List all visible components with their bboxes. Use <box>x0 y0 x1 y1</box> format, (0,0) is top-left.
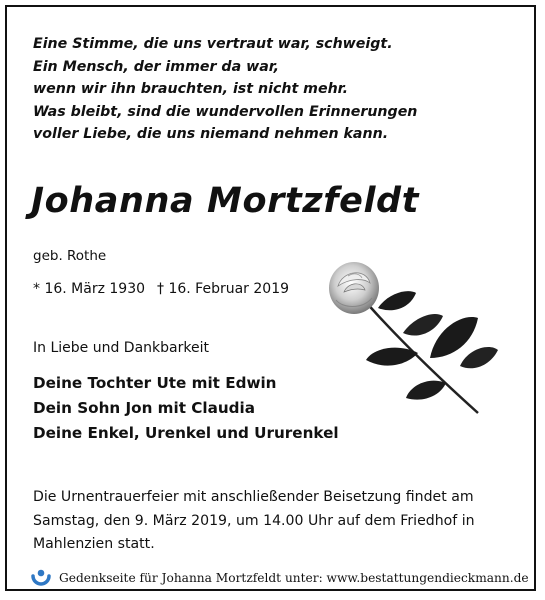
poem-line: wenn wir ihn brauchten, ist nicht mehr. <box>33 81 349 97</box>
rose-icon <box>318 248 513 418</box>
mourner-line: Deine Enkel, Urenkel und Ururenkel <box>33 424 339 442</box>
ceremony-line: Samstag, den 9. März 2019, um 14.00 Uhr auf dem Friedhof in <box>33 512 475 529</box>
birth-date: * 16. März 1930 <box>33 281 146 297</box>
death-date: † 16. Februar 2019 <box>157 281 290 297</box>
memorial-logo-icon <box>30 567 52 589</box>
mourner-line: Dein Sohn Jon mit Claudia <box>33 399 255 417</box>
ceremony-info <box>33 486 475 557</box>
life-dates <box>33 281 309 297</box>
poem-line: Was bleibt, sind die wundervollen Erinnerungen <box>33 103 418 120</box>
poem-line: Eine Stimme, die uns vertraut war, schweigt. <box>33 36 393 52</box>
mourners-list <box>33 371 339 446</box>
mourners-intro: In Liebe und Dankbarkeit <box>33 340 209 356</box>
ceremony-line: Mahlenzien statt. <box>33 536 155 552</box>
poem <box>33 33 417 146</box>
birth-name: geb. Rothe <box>33 248 107 264</box>
memorial-link[interactable]: Gedenkseite für Johanna Mortzfeldt unter: www.bestattungendieckmann.de <box>59 571 529 585</box>
mourner-line: Deine Tochter Ute mit Edwin <box>33 374 277 392</box>
deceased-name: Johanna Mortzfeldt <box>31 181 420 221</box>
memorial-footer <box>30 566 529 590</box>
poem-line: Ein Mensch, der immer da war, <box>33 58 280 75</box>
poem-line: voller Liebe, die uns niemand nehmen kann. <box>33 126 389 142</box>
ceremony-line: Die Urnentrauerfeier mit anschließender Beisetzung findet am <box>33 489 474 505</box>
